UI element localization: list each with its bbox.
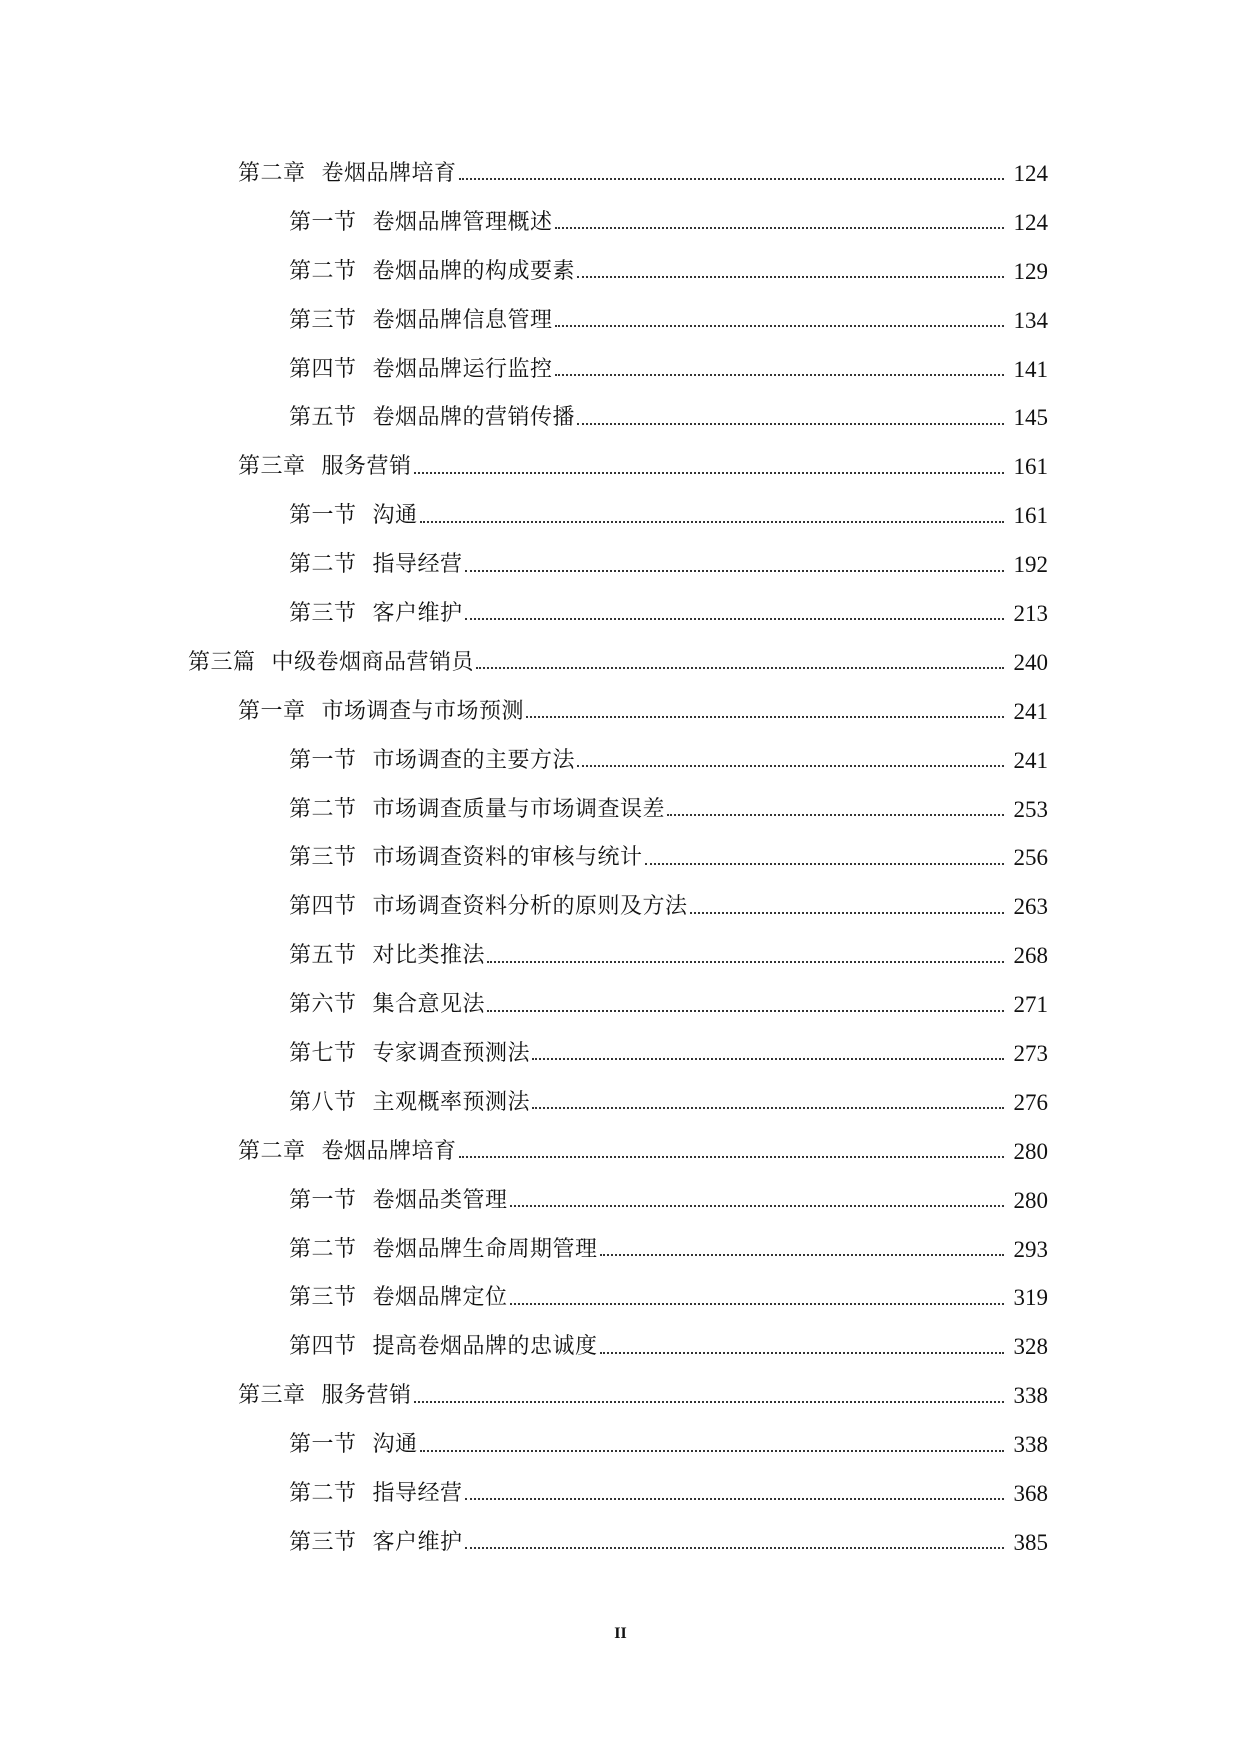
page-number: II (614, 1625, 627, 1642)
entry-page-number: 268 (1013, 943, 1048, 969)
toc-entry[interactable] (0, 1421, 1241, 1470)
entry-label: 第二节 (289, 1481, 357, 1507)
entry-page-number: 273 (1013, 1041, 1048, 1067)
entry-label: 第一节 (289, 503, 357, 529)
dot-leader (414, 472, 1004, 474)
entry-title: 市场调查的主要方法 (372, 747, 576, 773)
dot-leader (555, 325, 1004, 327)
entry-page-number: 385 (1013, 1529, 1048, 1555)
entry-title: 卷烟品牌培育 (321, 1138, 457, 1164)
entry-label: 第三节 (289, 1285, 357, 1311)
entry-page-number: 256 (1013, 845, 1048, 871)
entry-label: 第七节 (289, 1041, 357, 1067)
entry-label: 第八节 (289, 1089, 357, 1115)
toc-entry[interactable] (0, 199, 1241, 248)
dot-leader (420, 521, 1004, 523)
dot-leader (600, 1352, 1004, 1354)
entry-page-number: 253 (1013, 796, 1048, 822)
toc-entry[interactable] (0, 1030, 1241, 1079)
dot-leader (465, 1547, 1004, 1549)
entry-page-number: 161 (1013, 454, 1048, 480)
entry-label: 第一节 (289, 1432, 357, 1458)
entry-page-number: 328 (1013, 1334, 1048, 1360)
entry-label: 第二节 (289, 1236, 357, 1262)
entry-label: 第二节 (289, 258, 357, 284)
entry-page-number: 241 (1013, 698, 1048, 724)
dot-leader (532, 1058, 1004, 1060)
dot-leader (645, 863, 1004, 865)
entry-title: 市场调查质量与市场调查误差 (372, 796, 666, 822)
toc-entry[interactable] (0, 1519, 1241, 1568)
dot-leader (667, 814, 1004, 816)
dot-leader (577, 423, 1004, 425)
dot-leader (465, 1498, 1004, 1500)
toc-entry[interactable] (0, 786, 1241, 835)
entry-page-number: 241 (1013, 747, 1048, 773)
entry-label: 第二章 (238, 1138, 306, 1164)
toc-entry[interactable] (0, 834, 1241, 883)
entry-label: 第三节 (289, 601, 357, 627)
toc-entry[interactable] (0, 346, 1241, 395)
entry-title: 客户维护 (372, 601, 463, 627)
entry-title: 主观概率预测法 (372, 1089, 531, 1115)
entry-label: 第六节 (289, 992, 357, 1018)
dot-leader (465, 618, 1004, 620)
entry-label: 第三篇 (188, 649, 256, 675)
entry-page-number: 145 (1013, 405, 1048, 431)
entry-page-number: 141 (1013, 356, 1048, 382)
entry-label: 第三节 (289, 1529, 357, 1555)
entry-title: 中级卷烟商品营销员 (271, 649, 475, 675)
dot-leader (487, 961, 1004, 963)
entry-page-number: 192 (1013, 552, 1048, 578)
toc-entry[interactable] (0, 443, 1241, 492)
entry-title: 市场调查与市场预测 (321, 698, 525, 724)
entry-label: 第二节 (289, 552, 357, 578)
toc-entry[interactable] (0, 883, 1241, 932)
toc-entry[interactable] (0, 932, 1241, 981)
entry-title: 指导经营 (372, 552, 463, 578)
toc-entry[interactable] (0, 297, 1241, 346)
entry-title: 对比类推法 (372, 943, 486, 969)
entry-label: 第四节 (289, 356, 357, 382)
entry-page-number: 213 (1013, 601, 1048, 627)
entry-title: 沟通 (372, 1432, 418, 1458)
entry-page-number: 368 (1013, 1481, 1048, 1507)
entry-label: 第一节 (289, 209, 357, 235)
entry-title: 集合意见法 (372, 992, 486, 1018)
dot-leader (532, 1107, 1004, 1109)
entry-page-number: 263 (1013, 894, 1048, 920)
entry-title: 卷烟品类管理 (372, 1187, 508, 1213)
entry-page-number: 276 (1013, 1089, 1048, 1115)
entry-label: 第四节 (289, 894, 357, 920)
entry-page-number: 124 (1013, 209, 1048, 235)
entry-page-number: 338 (1013, 1383, 1048, 1409)
toc-entry[interactable] (0, 1226, 1241, 1275)
toc-entry[interactable] (0, 1470, 1241, 1519)
dot-leader (476, 667, 1004, 669)
entry-page-number: 240 (1013, 649, 1048, 675)
entry-page-number: 271 (1013, 992, 1048, 1018)
toc-entry[interactable] (0, 150, 1241, 199)
entry-title: 服务营销 (321, 454, 412, 480)
toc-entry[interactable] (0, 1177, 1241, 1226)
dot-leader (600, 1254, 1004, 1256)
entry-label: 第一章 (238, 698, 306, 724)
toc-entry[interactable] (0, 1372, 1241, 1421)
entry-page-number: 280 (1013, 1187, 1048, 1213)
toc-entry[interactable] (0, 1274, 1241, 1323)
entry-page-number: 319 (1013, 1285, 1048, 1311)
toc-entry[interactable] (0, 1323, 1241, 1372)
toc-entry[interactable] (0, 688, 1241, 737)
entry-label: 第五节 (289, 943, 357, 969)
dot-leader (577, 765, 1004, 767)
entry-title: 卷烟品牌生命周期管理 (372, 1236, 598, 1262)
entry-title: 服务营销 (321, 1383, 412, 1409)
entry-page-number: 134 (1013, 307, 1048, 333)
entry-page-number: 161 (1013, 503, 1048, 529)
toc-entry[interactable] (0, 1079, 1241, 1128)
entry-title: 指导经营 (372, 1481, 463, 1507)
entry-label: 第一节 (289, 747, 357, 773)
toc-entry[interactable] (0, 541, 1241, 590)
entry-title: 市场调查资料分析的原则及方法 (372, 894, 688, 920)
entry-title: 卷烟品牌运行监控 (372, 356, 553, 382)
entry-label: 第四节 (289, 1334, 357, 1360)
dot-leader (414, 1401, 1004, 1403)
entry-label: 第五节 (289, 405, 357, 431)
entry-label: 第三节 (289, 307, 357, 333)
entry-page-number: 124 (1013, 161, 1048, 186)
dot-leader (526, 716, 1004, 718)
dot-leader (465, 570, 1004, 572)
table-of-contents (0, 150, 1241, 1568)
entry-title: 卷烟品牌信息管理 (372, 307, 553, 333)
entry-page-number: 129 (1013, 258, 1048, 284)
dot-leader (577, 276, 1004, 278)
entry-title: 市场调查资料的审核与统计 (372, 845, 643, 871)
entry-title: 卷烟品牌管理概述 (372, 209, 553, 235)
dot-leader (420, 1450, 1004, 1452)
entry-page-number: 293 (1013, 1236, 1048, 1262)
entry-title: 专家调查预测法 (372, 1041, 531, 1067)
entry-title: 客户维护 (372, 1529, 463, 1555)
entry-title: 卷烟品牌的构成要素 (372, 258, 576, 284)
entry-label: 第二节 (289, 796, 357, 822)
entry-title: 卷烟品牌的营销传播 (372, 405, 576, 431)
dot-leader (510, 1205, 1004, 1207)
entry-title: 卷烟品牌定位 (372, 1285, 508, 1311)
entry-title: 沟通 (372, 503, 418, 529)
dot-leader (555, 374, 1004, 376)
entry-label: 第一节 (289, 1187, 357, 1213)
toc-entry[interactable] (0, 737, 1241, 786)
entry-title: 卷烟品牌培育 (321, 161, 457, 186)
toc-entry[interactable] (0, 394, 1241, 443)
dot-leader (510, 1303, 1004, 1305)
toc-entry[interactable] (0, 981, 1241, 1030)
dot-leader (459, 1156, 1004, 1158)
toc-entry[interactable] (0, 639, 1241, 688)
dot-leader (459, 178, 1004, 180)
toc-entry[interactable] (0, 1128, 1241, 1177)
entry-label: 第二章 (238, 161, 306, 186)
dot-leader (487, 1010, 1004, 1012)
toc-entry[interactable] (0, 492, 1241, 541)
entry-title: 提高卷烟品牌的忠诚度 (372, 1334, 598, 1360)
entry-label: 第三章 (238, 1383, 306, 1409)
entry-label: 第三节 (289, 845, 357, 871)
entry-page-number: 338 (1013, 1432, 1048, 1458)
dot-leader (690, 912, 1004, 914)
entry-page-number: 280 (1013, 1138, 1048, 1164)
entry-label: 第三章 (238, 454, 306, 480)
toc-entry[interactable] (0, 590, 1241, 639)
dot-leader (555, 227, 1004, 229)
toc-entry[interactable] (0, 248, 1241, 297)
